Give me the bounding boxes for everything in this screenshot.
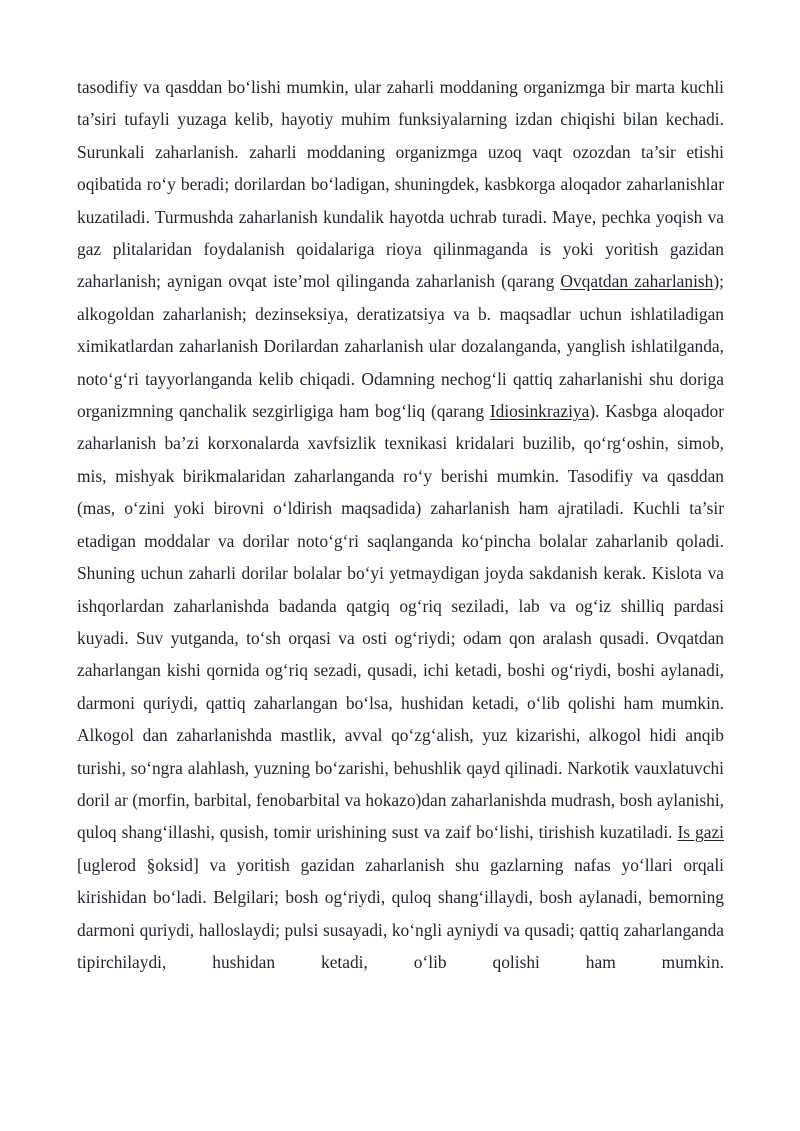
text-segment: [uglerod §oksid] va yoritish gazidan zaharlanish shu gazlarning nafas yo‘llari orqali kirishidan bo‘ladi. Belgilari; bosh og‘riydi, quloq shang‘illaydi, bosh aylanadi, bemorning darmoni quriydi, halloslaydi; pulsi susayadi, ko‘ngli ayniydi va qusadi; qattiq zaharlanganda tipirchilaydi, hushidan ketadi, o‘lib qolishi ham mumkin.: [77, 854, 724, 972]
text-segment: ); alkogoldan zaharlanish; dezinseksiya, deratizatsiya va b. maqsadlar uchun ishlatiladigan ximikatlardan zaharlanish Dorilardan zaharlanish ular dozalanganda, yanglish ishlatilganda, noto‘g‘ri tayyorlanganda kelib chiqadi. Odamning nechog‘li qattiq zaharlanishi shu doriga organizmning qanchalik sezgirligiga ham bog‘liq (qarang: [77, 271, 724, 422]
body-paragraph: [77, 71, 724, 978]
text-segment: ). Kasbga aloqador zaharlanish ba’zi korxonalarda xavfsizlik texnikasi kridalari buzilib, qo‘rg‘oshin, simob, mis, mishyak birikmalaridan zaharlanganda ro‘y berishi mumkin. Tasodifiy va qasddan (mas, o‘zini yoki birovni o‘ldirish maqsadida) zaharlanish ham ajratiladi. Kuchli ta’sir etadigan moddalar va dorilar noto‘g‘ri saqlanganda ko‘pincha bolalar zaharlanib qoladi. Shuning uchun zaharli dorilar bolalar bo‘yi yetmaydigan joyda sakdanish kerak. Kislota va ishqorlardan zaharlanishda badanda qatgiq og‘riq seziladi, lab va og‘iz shilliq pardasi kuyadi. Suv yutganda, to‘sh orqasi va osti og‘riydi; odam qon aralash qusadi. Ovqatdan zaharlangan kishi qornida og‘riq sezadi, qusadi, ichi ketadi, boshi og‘riydi, boshi aylanadi, darmoni quriydi, qattiq zaharlangan bo‘lsa, hushidan ketadi, o‘lib qolishi ham mumkin. Alkogol dan zaharlanishda mastlik, avval qo‘zg‘alish, yuz kizarishi, alkogol hidi anqib turishi, so‘ngra alahlash, yuzning bo‘zarishi, behushlik qayd qilinadi. Narkotik vauxlatuvchi doril ar (morfin, barbital, fenobarbital va hokazo)dan zaharlanishda mudrash, bosh aylanishi, quloq shang‘illashi, qusish, tomir urishining sust va zaif bo‘lishi, tirishish kuzatiladi.: [77, 401, 724, 843]
link-idiosinkraziya[interactable]: Idiosinkraziya: [489, 401, 590, 422]
text-segment: tasodifiy va qasddan bo‘lishi mumkin, ular zaharli moddaning organizmga bir marta kuchli ta’siri tufayli yuzaga kelib, hayotiy muhim funksiyalarning izdan chiqishi bilan kechadi. Surunkali zaharlanish. zaharli moddaning organizmga uzoq vaqt ozozdan ta’sir etishi oqibatida ro‘y beradi; dorilardan bo‘ladigan, shuningdek, kasbkorga aloqador zaharlanishlar kuzatiladi. Turmushda zaharlanish kundalik hayotda uchrab turadi. Maye, pechka yoqish va gaz plitalaridan foydalanish qoidalariga rioya qilinmaganda is yoki yoritish gazidan zaharlanish; aynigan ovqat iste’mol qilinganda zaharlanish (qarang: [77, 77, 724, 292]
link-is-gazi[interactable]: Is gazi: [677, 822, 724, 843]
link-ovqatdan-zaharlanish[interactable]: Ovqatdan zaharlanish: [560, 271, 714, 292]
